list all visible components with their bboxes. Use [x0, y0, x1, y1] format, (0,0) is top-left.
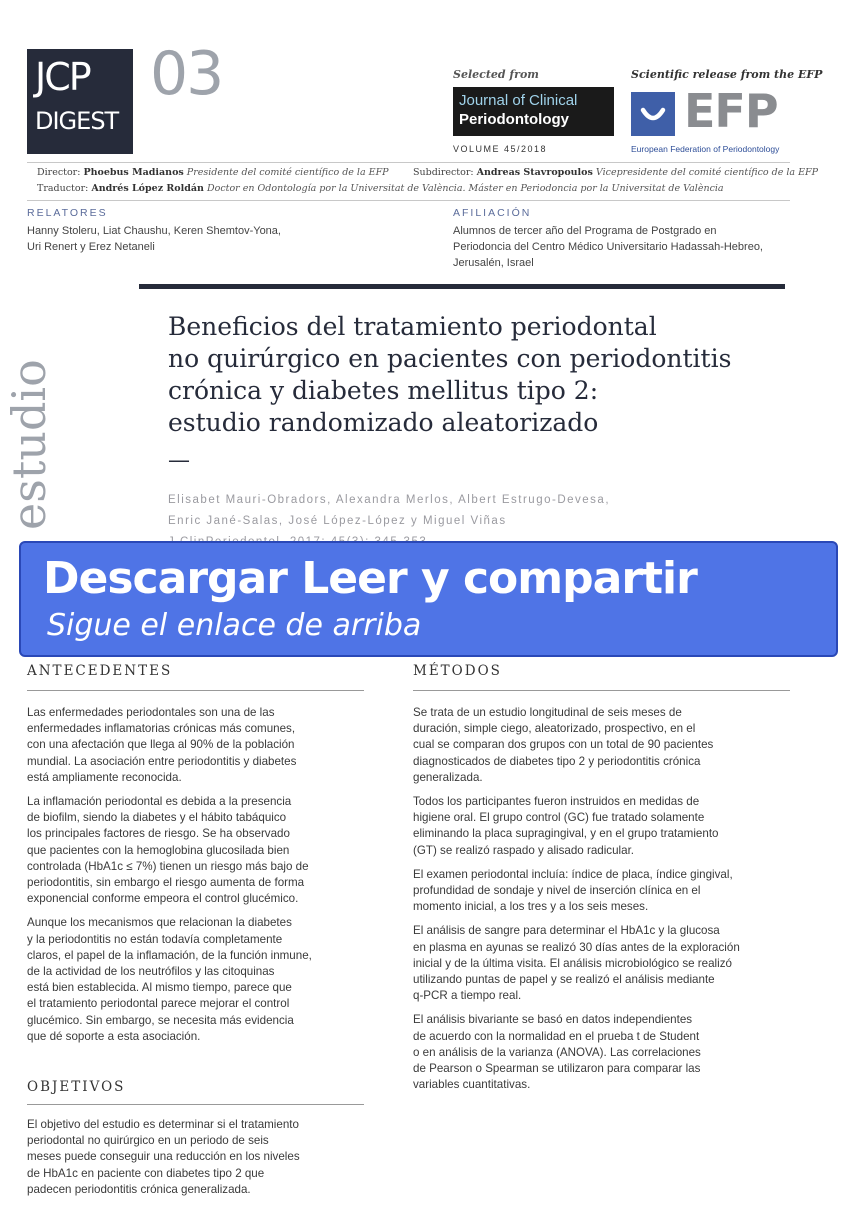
director-label: Director: [37, 167, 81, 178]
author-line: Enric Jané-Salas, José López-López y Miguel Viñas [168, 515, 507, 527]
text-line: periodontal no quirúrgico en un periodo de seis [27, 1134, 269, 1148]
paragraph [27, 1117, 372, 1198]
logo-jcp-text: JCP [35, 55, 90, 99]
paragraph [27, 794, 372, 907]
efp-smile-icon [631, 92, 675, 136]
translator-role: Doctor en Odontología por la Universitat de València. Máster en Periodoncia por la Universitat de València [206, 183, 724, 194]
text-line: de Pearson o Spearman se utilizaron para comparar las [413, 1062, 701, 1076]
text-line: periodontitis, sin embargo el riesgo aumenta de forma [27, 876, 305, 890]
staff-divider [27, 200, 790, 201]
text-line: (GT) se realizó raspado y alisado radicular. [413, 843, 635, 857]
efp-logo-text: EFP [684, 84, 778, 138]
side-section-word [0, 318, 80, 538]
relatores-heading: RELATORES [27, 207, 108, 219]
author-line: Elisabet Mauri-Obradors, Alexandra Merlos, Albert Estrugo-Devesa, [168, 494, 611, 506]
text-line: el tratamiento periodontal parece mejorar el control [27, 997, 290, 1011]
text-line: diagnosticados de diabetes tipo 2 y periodontitis crónica [413, 754, 701, 768]
title-top-bar [139, 284, 785, 289]
banner-main-text: Descargar Leer y compartir [43, 553, 697, 604]
title-line: no quirúrgico en pacientes con periodontitis [168, 344, 732, 373]
article-title [168, 311, 818, 439]
afiliacion-line: Periodoncia del Centro Médico Universitario Hadassah-Hebreo, [453, 241, 763, 253]
objetivos-heading: OBJETIVOS [27, 1079, 126, 1095]
issue-number: 03 [150, 39, 223, 109]
text-line: y la periodontitis no están todavía completamente [27, 932, 283, 946]
director-name: Phoebus Madianos [83, 167, 184, 178]
text-line: inicial y de la última visita. El análisis microbiológico se realizó [413, 956, 732, 970]
title-line: Beneficios del tratamiento periodontal [168, 312, 657, 341]
text-line: de acuerdo con la normalidad en el prueba t de Student [413, 1029, 700, 1043]
metodos-rule [413, 690, 790, 691]
text-line: de la actividad de los neutrófilos y las citoquinas [27, 965, 275, 979]
text-line: enfermedades inflamatorias crónicas más comunes, [27, 722, 296, 736]
antecedentes-rule [27, 690, 364, 691]
side-word-text: estudio [2, 359, 56, 530]
text-line: de HbA1c en paciente con diabetes tipo 2 que [27, 1166, 265, 1180]
relatores-line: Hanny Stoleru, Liat Chaushu, Keren Shemtov-Yona, [27, 225, 281, 237]
antecedentes-body [27, 705, 372, 1053]
afiliacion-line: Alumnos de tercer año del Programa de Postgrado en [453, 225, 717, 237]
text-line: El análisis bivariante se basó en datos independientes [413, 1013, 693, 1027]
text-line: duración, simple ciego, aleatorizado, prospectivo, en el [413, 722, 696, 736]
logo-digest-text: DIGEST [35, 107, 119, 135]
text-line: que pacientes con la hemoglobina glucosilada bien [27, 843, 290, 857]
metodos-body [413, 705, 813, 1101]
paragraph [413, 923, 813, 1004]
director-line [37, 167, 389, 178]
journal-name-line2: Periodontology [459, 111, 569, 128]
text-line: o en análisis de la varianza (ANOVA). Las correlaciones [413, 1045, 701, 1059]
text-line: La inflamación periodontal es debida a la presencia [27, 795, 292, 809]
text-line: cual se comparan dos grupos con un total de 90 pacientes [413, 738, 714, 752]
text-line: profundidad de sondaje y nivel de inserción clínica en el [413, 884, 701, 898]
paragraph [413, 705, 813, 786]
subdirector-name: Andreas Stavropoulos [476, 167, 593, 178]
paragraph [413, 1012, 813, 1093]
text-line: de biofilm, siendo la diabetes y el hábito tabáquico [27, 811, 287, 825]
text-line: mundial. La asociación entre periodontitis y diabetes [27, 754, 297, 768]
paragraph [413, 794, 813, 859]
text-line: generalizada. [413, 770, 483, 784]
translator-name: Andrés López Roldán [91, 183, 204, 194]
objetivos-body [27, 1117, 372, 1206]
antecedentes-heading: ANTECEDENTES [27, 663, 173, 679]
text-line: que dé soporte a esta asociación. [27, 1029, 201, 1043]
text-line: exponencial conforme empeora el control glucémico. [27, 892, 299, 906]
text-line: claros, el papel de la inflamación, de la función inmune, [27, 948, 312, 962]
journal-logo [453, 87, 614, 136]
relatores-line: Uri Renert y Erez Netaneli [27, 241, 155, 253]
text-line: eliminando la placa supragingival, y en el grupo tratamiento [413, 827, 719, 841]
jcp-digest-logo [27, 49, 133, 154]
text-line: glucémico. Sin embargo, se necesita más evidencia [27, 1013, 294, 1027]
scientific-release-label: Scientific release from the EFP [631, 68, 823, 81]
title-line: crónica y diabetes mellitus tipo 2: [168, 376, 599, 405]
download-banner[interactable] [19, 541, 838, 657]
text-line: higiene oral. El grupo control (GC) fue tratado solamente [413, 811, 705, 825]
paragraph [413, 867, 813, 916]
text-line: los principales factores de riesgo. Se ha observado [27, 827, 290, 841]
volume-label: VOLUME 45/2018 [453, 144, 548, 154]
text-line: Se trata de un estudio longitudinal de seis meses de [413, 706, 682, 719]
header-divider [27, 162, 790, 163]
text-line: padecen periodontitis crónica generalizada. [27, 1182, 251, 1196]
director-role: Presidente del comité científico de la EFP [186, 167, 389, 178]
text-line: en plasma en ayunas se realizó 30 días antes de la exploración [413, 940, 740, 954]
text-line: q-PCR a tiempo real. [413, 989, 522, 1003]
subdirector-line [413, 167, 818, 178]
translator-line [37, 183, 724, 194]
text-line: está ampliamente reconocida. [27, 770, 182, 784]
metodos-heading: MÉTODOS [413, 663, 502, 679]
afiliacion-line: Jerusalén, Israel [453, 257, 534, 269]
translator-label: Traductor: [37, 183, 89, 194]
objetivos-rule [27, 1104, 364, 1105]
selected-from-label: Selected from [453, 68, 539, 81]
text-line: está bien establecida. Al mismo tiempo, parece que [27, 981, 292, 995]
title-line: estudio randomizado aleatorizado [168, 408, 599, 437]
paragraph [27, 705, 372, 786]
text-line: controlada (HbA1c ≤ 7%) tienen un riesgo más bajo de [27, 859, 309, 873]
text-line: momento inicial, a los tres y a los seis meses. [413, 900, 649, 914]
subdirector-label: Subdirector: [413, 167, 474, 178]
afiliacion-heading: AFILIACIÓN [453, 207, 532, 219]
text-line: Las enfermedades periodontales son una de las [27, 706, 275, 719]
text-line: con una afectación que llega al 90% de la población [27, 738, 295, 752]
title-dash: — [168, 448, 190, 473]
text-line: Aunque los mecanismos que relacionan la diabetes [27, 916, 292, 930]
efp-full-name: European Federation of Periodontology [631, 144, 780, 154]
relatores-text [27, 223, 281, 255]
paragraph [27, 915, 372, 1045]
afiliacion-text [453, 223, 763, 271]
text-line: El objetivo del estudio es determinar si el tratamiento [27, 1118, 299, 1131]
text-line: utilizando puntas de papel y se realizó el análisis mediante [413, 973, 715, 987]
subdirector-role: Vicepresidente del comité científico de la EFP [595, 167, 819, 178]
text-line: El examen periodontal incluía: índice de placa, índice gingival, [413, 867, 733, 881]
text-line: variables cuantitativas. [413, 1078, 531, 1092]
text-line: Todos los participantes fueron instruidos en medidas de [413, 795, 700, 809]
journal-name-line1: Journal of Clinical [459, 92, 578, 109]
text-line: meses puede conseguir una reducción en los niveles [27, 1150, 300, 1164]
text-line: El análisis de sangre para determinar el HbA1c y la glucosa [413, 924, 720, 938]
banner-sub-text: Sigue el enlace de arriba [47, 608, 422, 643]
